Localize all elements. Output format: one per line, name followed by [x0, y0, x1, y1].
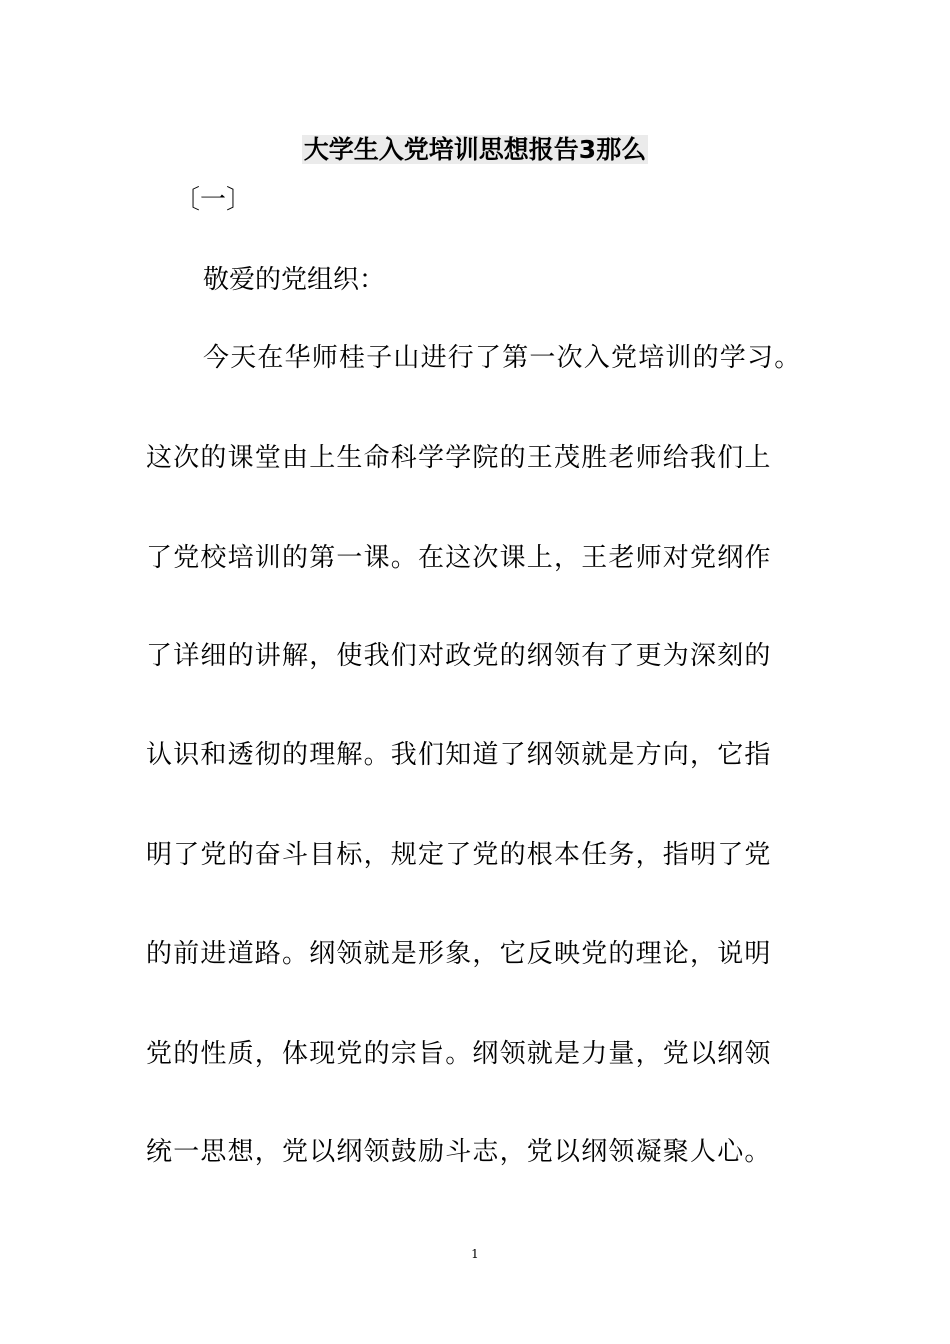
- page-number: 1: [471, 1247, 479, 1261]
- body-line: 明了党的奋斗目标，规定了党的根本任务，指明了党: [146, 840, 772, 870]
- section-marker: 〔一〕: [174, 185, 253, 215]
- body-line: 党的性质，体现党的宗旨。纲领就是力量，党以纲领: [146, 1039, 772, 1069]
- body-line: 今天在华师桂子山进行了第一次入党培训的学习。: [203, 343, 802, 373]
- body-line: 这次的课堂由上生命科学学院的王茂胜老师给我们上: [146, 443, 772, 473]
- body-line: 了党校培训的第一课。在这次课上，王老师对党纲作: [146, 543, 772, 573]
- body-line: 了详细的讲解，使我们对政党的纲领有了更为深刻的: [146, 641, 772, 671]
- body-line: 统一思想，党以纲领鼓励斗志，党以纲领凝聚人心。: [146, 1137, 772, 1167]
- document-title: [0, 132, 950, 168]
- salutation: 敬爱的党组织：: [203, 265, 386, 295]
- document-title-text: 大学生入党培训思想报告3那么: [303, 135, 647, 164]
- body-line: 的前进道路。纲领就是形象，它反映党的理论，说明: [146, 939, 772, 969]
- body-line: 认识和透彻的理解。我们知道了纲领就是方向，它指: [146, 740, 772, 770]
